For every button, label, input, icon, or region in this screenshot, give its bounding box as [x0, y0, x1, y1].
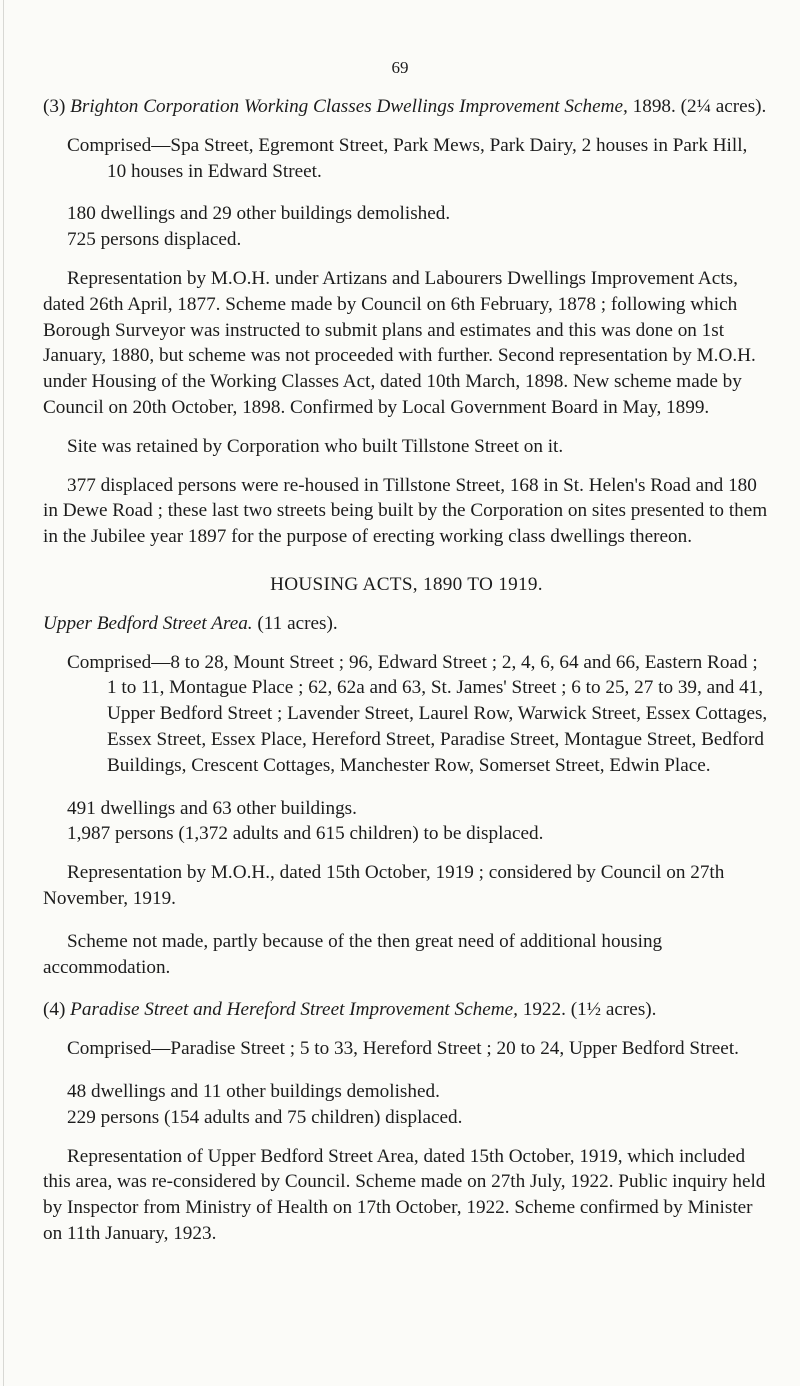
page-content	[43, 94, 770, 1247]
section-heading: HOUSING ACTS, 1890 TO 1919.	[270, 573, 543, 595]
upper-bedford-representation: Representation by M.O.H., dated 15th October, 1919 ; considered by Council on 27th November, 1919.	[43, 862, 725, 909]
entry-4-year: 1922.	[522, 999, 566, 1021]
entry-4-demolished: 48 dwellings and 11 other buildings demolished.	[67, 1080, 440, 1102]
upper-bedford-not-made: Scheme not made, partly because of the then great need of additional housing accommodation.	[43, 930, 663, 978]
entry-3-demolished: 180 dwellings and 29 other buildings demolished.	[67, 203, 451, 225]
upper-bedford-comprised: Comprised—8 to 28, Mount Street ; 96, Edward Street ; 2, 4, 6, 64 and 66, Eastern Road ; 1 to 11, Montague Place ; 62, 62a and 63, St. James' Street ; 6 to 25, 27 to 39, and 41, Upper Bedford Street ; Lavender Street, Laurel Row, Warwick Street, Essex Cottages, Essex Street, Essex Place, Hereford Street, Paradise Street, Montague Street, Bedford Buildings, Crescent Cottages, Manchester Row, Somerset Street, Edwin Place.	[67, 651, 768, 776]
entry-3-number: (3)	[43, 96, 66, 117]
page-edge-line	[3, 0, 4, 1386]
entry-3-year: 1898.	[632, 96, 676, 117]
upper-bedford-dwellings: 491 dwellings and 63 other buildings.	[67, 797, 357, 819]
entry-3-title-text: Brighton Corporation Working Classes Dwellings Improvement Scheme,	[70, 96, 628, 117]
upper-bedford-acres: (11 acres).	[257, 612, 338, 634]
entry-4-acres: (1½ acres).	[570, 999, 657, 1021]
entry-3-representation: Representation by M.O.H. under Artizans and Labourers Dwellings Improvement Acts, dated 26th April, 1877. Scheme made by Council on 6th February, 1878 ; following which Borough Surveyor was instructed to submit plans and estimates and this was done on 1st January, 1880, but scheme was not proceeded with further. Second representation by M.O.H. under Housing of the Working Classes Act, dated 10th March, 1898. New scheme made by Council on 20th October, 1898. Confirmed by Local Government Board in May, 1899.	[43, 267, 756, 418]
entry-3-acres: (2¼ acres).	[680, 96, 767, 117]
page-number: 69	[391, 58, 409, 77]
entry-3-title	[43, 94, 770, 120]
entry-3-site: Site was retained by Corporation who built Tillstone Street on it.	[67, 435, 564, 457]
upper-bedford-title	[43, 611, 770, 637]
upper-bedford-persons: 1,987 persons (1,372 adults and 615 children) to be displaced.	[67, 823, 544, 845]
entry-4-number: (4)	[43, 999, 66, 1021]
entry-3-rehoused: 377 displaced persons were re-housed in Tillstone Street, 168 in St. Helen's Road and 180 in Dewe Road ; these last two streets being built by the Corporation on sites presented to them in the Jubilee year 1897 for the purpose of erecting working class dwellings thereon.	[43, 474, 768, 548]
entry-4-representation: Representation of Upper Bedford Street Area, dated 15th October, 1919, which included this area, was re-considered by Council. Scheme made on 27th July, 1922. Public inquiry held by Inspector from Ministry of Health on 17th October, 1922. Scheme confirmed by Minister on 11th January, 1923.	[43, 1145, 766, 1244]
entry-4-displaced: 229 persons (154 adults and 75 children) displaced.	[67, 1106, 463, 1128]
entry-4-title-text: Paradise Street and Hereford Street Improvement Scheme,	[70, 999, 518, 1021]
entry-4-comprised: Comprised—Paradise Street ; 5 to 33, Hereford Street ; 20 to 24, Upper Bedford Street.	[67, 1038, 739, 1060]
upper-bedford-title-text: Upper Bedford Street Area.	[43, 612, 253, 634]
entry-4-title	[43, 997, 770, 1023]
entry-3-displaced: 725 persons displaced.	[67, 229, 242, 251]
entry-3-comprised: Comprised—Spa Street, Egremont Street, Park Mews, Park Dairy, 2 houses in Park Hill, 10 houses in Edward Street.	[67, 134, 748, 182]
